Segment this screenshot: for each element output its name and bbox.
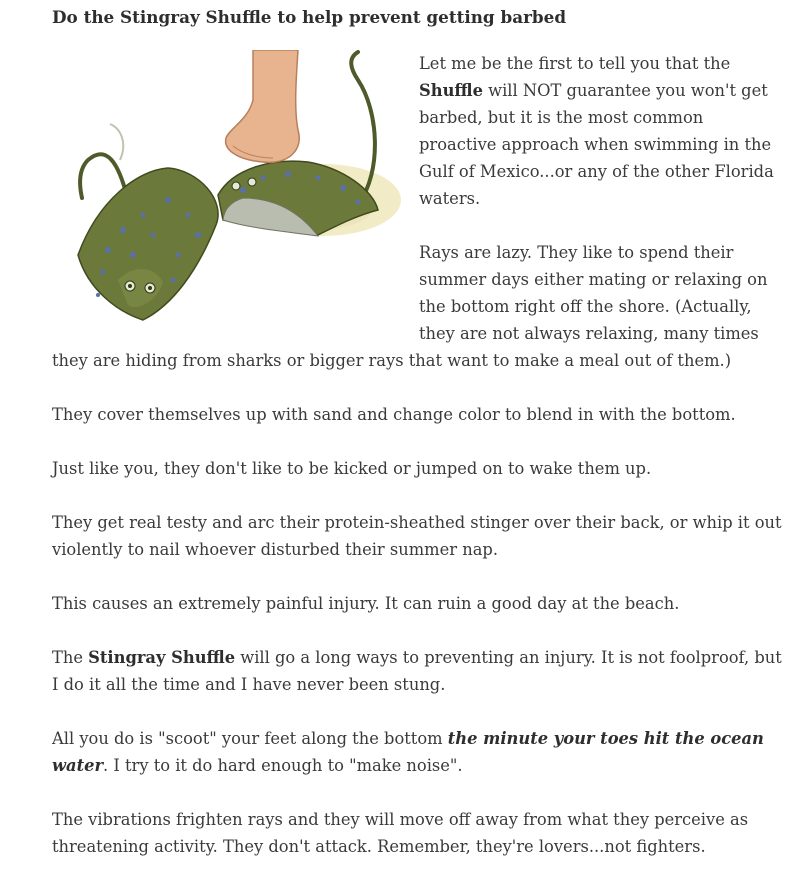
emphasis-shuffle: Shuffle xyxy=(419,81,483,100)
foot xyxy=(226,50,300,162)
article-heading: Do the Stingray Shuffle to help prevent getting barbed xyxy=(52,7,567,27)
paragraph-kicked: Just like you, they don't like to be kicked or jumped on to wake them up. xyxy=(52,459,652,478)
paragraph-vibrations: The vibrations frighten rays and they will move off away from what they perceive as threatening activity. They don't attack. Remember, they're lovers...not fighters. xyxy=(52,810,749,856)
paragraph-injury: This causes an extremely painful injury. It can ruin a good day at the beach. xyxy=(52,594,680,613)
text-run: Let me be the first to tell you that the xyxy=(419,54,731,73)
text-run: . I try to it do hard enough to "make noise". xyxy=(103,756,463,775)
emphasis-minute-toes: the minute your toes hit the ocean water xyxy=(52,729,764,775)
stingray-illustration xyxy=(58,50,403,330)
text-run: will go a long ways to preventing an injury. It is not foolproof, but I do it all the time and I have never been stung. xyxy=(52,648,782,694)
text-run: The xyxy=(52,648,89,667)
paragraph-cover-sand: They cover themselves up with sand and change color to blend in with the bottom. xyxy=(52,405,736,424)
left-stingray xyxy=(78,124,218,320)
paragraph-stingray-shuffle xyxy=(52,644,782,698)
text-run: All you do is "scoot" your feet along the bottom xyxy=(52,729,448,748)
paragraph-testy: They get real testy and arc their protein-sheathed stinger over their back, or whip it out violently to nail whoever disturbed their summer nap. xyxy=(52,513,782,559)
paragraph-rays-lazy: Rays are lazy. They like to spend their summer days either mating or relaxing on the bottom right off the shore. (Actually, they are not always relaxing, many times they are hiding from sharks or bigger rays that want to make a meal out of them.) xyxy=(52,243,768,370)
emphasis-stingray-shuffle: Stingray Shuffle xyxy=(88,648,236,667)
paragraph-scoot xyxy=(52,725,782,779)
text-run: will NOT guarantee you won't get barbed, but it is the most common proactive approach when swimming in the Gulf of Mexico...or any of the other Florida waters. xyxy=(419,81,774,208)
article xyxy=(52,0,782,860)
